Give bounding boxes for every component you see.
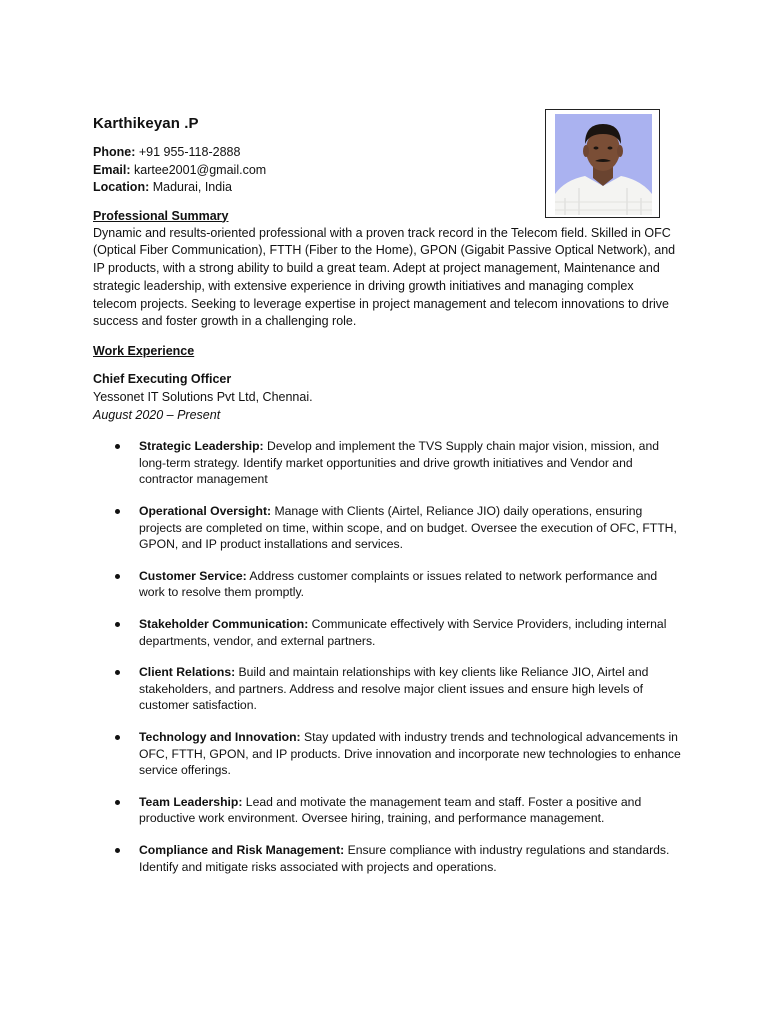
location-value: Madurai, India <box>149 180 232 194</box>
job-period: August 2020 – Present <box>93 408 221 423</box>
email-value: kartee2001@gmail.com <box>130 162 267 177</box>
phone-label: Phone: <box>93 145 136 159</box>
bullet-text: Lead and motivate the management team and staff. Foster a positive and productive work environment. Oversee hiring, training, and performance management. <box>139 794 642 826</box>
candidate-name: Karthikeyan .P <box>93 115 199 132</box>
bullet-text: Address customer complaints or issues related to network performance and work to resolve them promptly. <box>139 568 658 600</box>
list-item <box>93 568 684 601</box>
phone-line <box>93 144 683 162</box>
bullet-text: Ensure compliance with industry regulations and standards. Identify and mitigate risks associated with projects and operations. <box>139 842 670 874</box>
bullet-icon <box>115 622 120 627</box>
company-name: Yessonet IT Solutions Pvt Ltd, Chennai. <box>93 390 313 405</box>
bullet-icon <box>115 735 120 740</box>
list-item <box>93 842 684 875</box>
bullet-label: Compliance and Risk Management: <box>139 842 345 857</box>
bullet-icon <box>115 848 120 853</box>
bullet-text: Manage with Clients (Airtel, Reliance JIO) daily operations, ensuring projects are completed on time, within scope, and on budget. Oversee the execution of OFC, FTTH, GPON, and IP product installations and services. <box>139 504 677 552</box>
bullet-label: Operational Oversight: <box>139 504 272 519</box>
responsibilities-list <box>93 438 683 875</box>
bullet-icon <box>115 444 120 449</box>
bullet-icon <box>115 574 120 579</box>
list-item <box>93 664 684 714</box>
bullet-label: Strategic Leadership: <box>139 439 264 454</box>
list-item <box>93 438 684 488</box>
location-line <box>93 179 683 197</box>
bullet-label: Client Relations: <box>139 665 236 680</box>
list-item <box>93 794 684 827</box>
bullet-label: Technology and Innovation: <box>139 730 301 744</box>
list-item <box>93 729 684 779</box>
work-experience-heading: Work Experience <box>93 344 195 359</box>
bullet-text: Develop and implement the TVS Supply chain major vision, mission, and long-term strategy. Identify market opportunities and drive growth initiatives and Vendor and contractor management <box>139 439 660 487</box>
bullet-icon <box>115 509 120 514</box>
resume-page <box>93 115 683 890</box>
phone-value: +91 955-118-2888 <box>135 145 241 159</box>
location-label: Location: <box>93 180 150 194</box>
bullet-icon <box>115 670 120 675</box>
email-line <box>93 162 683 180</box>
bullet-text: Build and maintain relationships with key clients like Reliance JIO, Airtel and stakeholders, and partners. Address and resolve major client issues and ensure high levels of customer satisfaction. <box>139 665 649 713</box>
list-item <box>93 616 684 649</box>
job-title: Chief Executing Officer <box>93 372 232 387</box>
bullet-label: Customer Service: <box>139 568 247 583</box>
list-item <box>93 503 684 553</box>
bullet-text: Communicate effectively with Service Providers, including internal departments, vendor, and external partners. <box>139 617 667 648</box>
email-label: Email: <box>93 162 131 177</box>
bullet-label: Stakeholder Communication: <box>139 617 309 632</box>
summary-text: Dynamic and results-oriented professional with a proven track record in the Telecom field. Skilled in OFC (Optical Fiber Communication), FTTH (Fiber to the Home), GPON (Gigabit Passive Optical Network), and IP products, with a strong ability to build a great team. Adept at project management, Maintenance and strategic leadership, with extensive experience in driving growth initiatives and managing complex telecom projects. Seeking to leverage expertise in project management and telecom innovations to drive success and foster growth in a challenging role. <box>93 225 676 329</box>
bullet-text: Stay updated with industry trends and technological advancements in OFC, FTTH, GPON, and IP products. Drive innovation and incorporate new technologies to enhance service offerings. <box>139 730 681 778</box>
bullet-icon <box>115 800 120 805</box>
summary-heading: Professional Summary <box>93 208 229 223</box>
bullet-label: Team Leadership: <box>139 794 243 809</box>
